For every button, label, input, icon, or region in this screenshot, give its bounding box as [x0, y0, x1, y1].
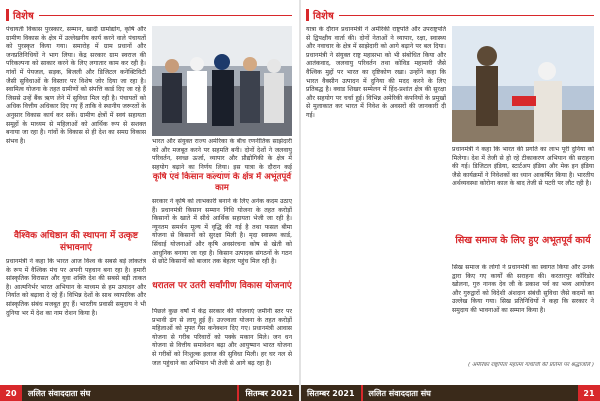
right-column-2-bottom-body [452, 264, 594, 360]
left-page-footer [0, 385, 299, 401]
photo-caption: ( अमेरिका राष्ट्रपिता महात्मा गांधीजी की प्रतिमा पर श्रद्धांजलि ) [467, 362, 594, 368]
page-gutter [299, 0, 301, 401]
paragraph: प्रधानमंत्री ने कहा कि भारत की प्रगति का लाभ पूरी दुनिया को मिलेगा। देश में तेजी से हो रहे टीकाकरण अभियान की सराहना की गई। डिजिटल इंडिया, स्टार्टअप इंडिया और मेक इन इंडिया जैसे कार्यक्रमों ने निवेशकों का ध्यान आकर्षित किया है। भारतीय अर्थव्यवस्था कोरोना काल के बाद तेजी से पटरी पर लौट रही है। [452, 146, 594, 188]
header-rule [39, 15, 292, 16]
paragraph: पंचायती विकास पुरस्कार, सम्मान, खादी ग्रामोद्योग, कृषि और ग्रामीण विकास के क्षेत्र में उल्लेखनीय कार्य करने वाले पंचायतों को पुरस्कृत किया गया। समारोह में ग्राम प्रधानों और जनप्रतिनिधियों ने भाग लिया। केंद्र सरकार ग्राम स्वराज की परिकल्पना को साकार करने के लिए लगातार काम कर रही है। गांवों में पेयजल, सड़क, बिजली और डिजिटल कनेक्टिविटी जैसी सुविधाओं के विस्तार पर विशेष जोर दिया जा रहा है। स्वामित्व योजना के तहत ग्रामीणों को संपत्ति कार्ड दिए जा रहे हैं जिससे उन्हें बैंक ऋण लेने में सुविधा मिल रही है। पंचायतों को अधिक वित्तीय अधिकार दिए गए हैं ताकि वे स्थानीय जरूरतों के अनुसार विकास कार्य कर सकें। ग्रामीण क्षेत्रों में स्वयं सहायता समूहों के माध्यम से महिलाओं को आर्थिक रूप से सशक्त बनाया जा रहा है। गांवों के विकास से ही देश का समग्र विकास संभव है। [6, 26, 146, 145]
left-column-2-bottom-body [152, 308, 292, 380]
left-column-2-top-body [152, 138, 292, 172]
right-page-footer [301, 385, 600, 401]
paragraph: भारत और संयुक्त राज्य अमेरिका के बीच रणनीतिक साझेदारी को और मजबूत करने पर सहमति बनी। दोनों देशों ने जलवायु परिवर्तन, स्वच्छ ऊर्जा, व्यापार और प्रौद्योगिकी के क्षेत्र में सहयोग बढ़ाने का निर्णय लिया। इस यात्रा के दौरान कई [152, 138, 292, 171]
header-accent-bar [306, 9, 309, 21]
header-accent-bar [6, 9, 9, 21]
paragraph: सरकार ने कृषि को लाभकारी बनाने के लिए अनेक कदम उठाए हैं। प्रधानमंत्री किसान सम्मान निधि योजना के तहत करोड़ों किसानों के खाते में सीधे आर्थिक सहायता भेजी जा रही है। न्यूनतम समर्थन मूल्य में वृद्धि की गई है तथा फसल बीमा योजना से किसानों को सुरक्षा मिली है। मृदा स्वास्थ्य कार्ड, सिंचाई योजनाओं और कृषि अवसंरचना कोष से खेती को आधुनिक बनाया जा रहा है। किसान उत्पादक संगठनों के गठन से छोटे किसानों को बाजार तक बेहतर पहुंच मिल रही है। [152, 198, 292, 266]
publication-name: ललित संवाददाता संघ [363, 385, 578, 401]
heading-development-schemes: धरातल पर उतरी सर्वांगीण विकास योजनाएं [152, 281, 292, 291]
page-number: 21 [578, 385, 600, 401]
page-number: 20 [0, 385, 22, 401]
heading-agriculture: कृषि एवं किसान कल्याण के क्षेत्र में अभूतपूर्व काम [152, 172, 292, 193]
paragraph: प्रधानमंत्री ने कहा कि भारत आज विश्व के सबसे बड़े लोकतंत्र के रूप में वैश्विक मंच पर अपनी पहचान बना रहा है। हमारी सांस्कृतिक विरासत और युवा शक्ति देश की सबसे बड़ी ताकत है। आत्मनिर्भर भारत अभियान के माध्यम से हम उत्पादन और निर्यात को बढ़ावा दे रहे हैं। विभिन्न देशों के साथ व्यापारिक और सांस्कृतिक संबंध मजबूत हुए हैं। भारतीय प्रवासी समुदाय ने भी दुनिया भर में देश का नाम रोशन किया है। [6, 258, 146, 317]
photo-statue-tribute [452, 26, 594, 142]
right-column-2-body [452, 146, 594, 232]
left-column-1-bottom-body [6, 258, 146, 380]
header-rule [339, 15, 594, 16]
left-page-header [6, 8, 292, 22]
left-column-2-mid-body [152, 198, 292, 280]
issue-date: सितम्बर 2021 [301, 385, 361, 401]
heading-global-standing: वैश्विक अधिष्ठान की स्थापना में उत्कृष्ट संभावनाएं [13, 231, 139, 253]
issue-date: सितम्बर 2021 [239, 385, 299, 401]
left-column-1-body [6, 26, 146, 228]
paragraph: पिछले कुछ वर्षों में केंद्र सरकार की योजनाएं जमीनी स्तर पर प्रभावी ढंग से लागू हुई हैं। उज्ज्वला योजना के तहत करोड़ों महिलाओं को मुफ्त गैस कनेक्शन दिए गए। प्रधानमंत्री आवास योजना से गरीब परिवारों को पक्के मकान मिले। जन धन योजना से वित्तीय समावेशन बढ़ा और आयुष्मान भारत योजना से गरीबों को निःशुल्क इलाज की सुविधा मिली। हर घर नल से जल पहुंचाने का अभियान भी तेजी से आगे बढ़ रहा है। [152, 308, 292, 367]
section-label: विशेष [13, 11, 34, 22]
photo-delegation-meeting [152, 26, 292, 136]
paragraph: यात्रा के दौरान प्रधानमंत्री ने अमेरिकी राष्ट्रपति और उपराष्ट्रपति से द्विपक्षीय वार्ता की। दोनों नेताओं ने व्यापार, रक्षा, स्वास्थ्य और नवाचार के क्षेत्र में साझेदारी को आगे बढ़ाने पर बल दिया। प्रधानमंत्री ने संयुक्त राष्ट्र महासभा को भी संबोधित किया और आतंकवाद, जलवायु परिवर्तन तथा कोविड महामारी जैसे वैश्विक मुद्दों पर भारत का दृष्टिकोण रखा। उन्होंने कहा कि भारत वैक्सीन उत्पादन में दुनिया की मदद करने के लिए प्रतिबद्ध है। क्वाड शिखर सम्मेलन में हिंद-प्रशांत क्षेत्र की सुरक्षा और सहयोग पर चर्चा हुई। विभिन्न अमेरिकी कंपनियों के प्रमुखों से मुलाकात कर भारत में निवेश के अवसरों की जानकारी दी गई। [306, 26, 446, 119]
publication-name: ललित संवाददाता संघ [22, 385, 237, 401]
right-page-header [306, 8, 594, 22]
heading-sikh-community: सिख समाज के लिए हुए अभूतपूर्व कार्य [455, 235, 591, 246]
right-column-1-body [306, 26, 446, 381]
section-label: विशेष [313, 11, 334, 22]
paragraph: सिख समाज के लोगों ने प्रधानमंत्री का स्वागत किया और उनके द्वारा किए गए कार्यों की सराहना की। करतारपुर कॉरिडोर खोलना, गुरु नानक देव जी के प्रकाश पर्व का भव्य आयोजन और गुरुद्वारों को विदेशी अंशदान संबंधी सुविधा जैसे कदमों का उल्लेख किया गया। सिख प्रतिनिधियों ने कहा कि सरकार ने समुदाय की भावनाओं का सम्मान किया है। [452, 264, 594, 314]
